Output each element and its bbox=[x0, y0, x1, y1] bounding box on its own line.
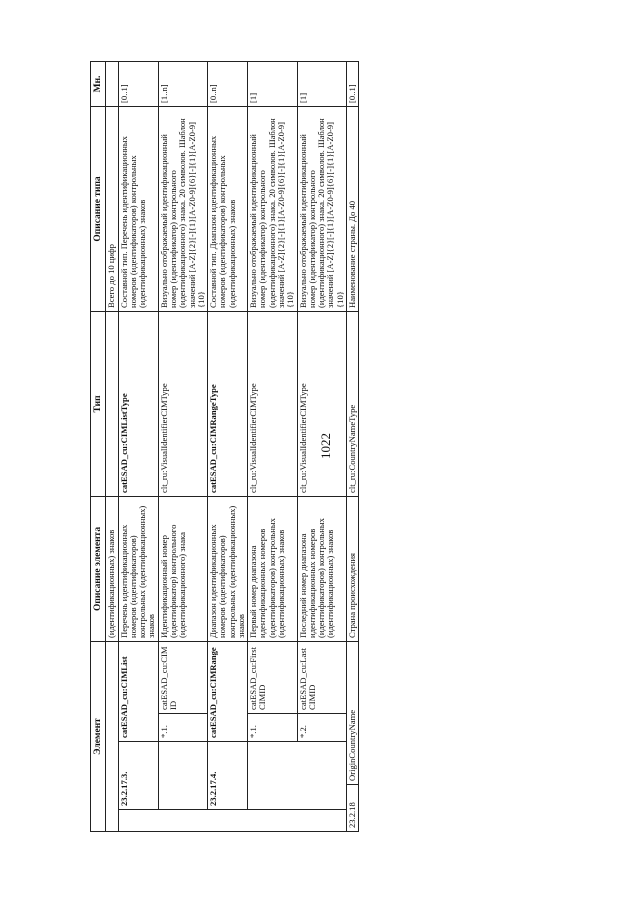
cell-element-description: Страна происхождения bbox=[347, 496, 359, 641]
table-row bbox=[158, 61, 207, 831]
cell-type-description: Всего до 10 цифр bbox=[106, 106, 118, 311]
cell-empty bbox=[158, 810, 207, 832]
cell-type: catESAD_cu:CIMListType bbox=[118, 311, 158, 496]
header-type-description: Описание типа bbox=[91, 106, 106, 311]
cell-type bbox=[106, 311, 118, 496]
cell-type-description: Наименование страны. До 40 bbox=[347, 106, 359, 311]
cell-type: clt_ru:VisualIdentifierCIMType bbox=[158, 311, 207, 496]
cell-empty bbox=[106, 810, 118, 832]
cell-number: *.1. bbox=[158, 714, 207, 742]
rotated-table-container bbox=[90, 62, 590, 832]
cell-multiplicity: [0..1] bbox=[118, 61, 158, 106]
cell-multiplicity: [0..1] bbox=[347, 61, 359, 106]
cell-element-description: Диапазон идентификационных номеров (идентификаторов) контрольных (идентификационных) знаков bbox=[208, 496, 248, 641]
cell-multiplicity: [1] bbox=[297, 61, 346, 106]
cell-number: 23.2.18 bbox=[347, 785, 359, 832]
cell-empty bbox=[208, 810, 248, 832]
cell-empty bbox=[248, 810, 297, 832]
cell-multiplicity: [0..n] bbox=[208, 61, 248, 106]
cell-empty bbox=[118, 810, 158, 832]
cell-element-name: catESAD_cu:CIMList bbox=[118, 641, 158, 741]
cell-number: *.2. bbox=[297, 714, 346, 742]
cell-element-description: Идентификационный номер (идентификатор) контрольного (идентификационного) знака bbox=[158, 496, 207, 641]
cell-number: 23.2.17.4. bbox=[208, 742, 248, 810]
table-row bbox=[347, 61, 359, 831]
cell-empty bbox=[297, 742, 346, 810]
cell-type-description: Визуально отображаемый идентификационный номер (идентификатор) контрольного (идентификационного) знака. 20 символов. Шаблон значений [A-Z]{2}[-]{1}[A-Z0-9]{6}[-]{1}[A-Z0-9]{10} bbox=[248, 106, 297, 311]
cell-element-description: (идентификационных) знаков bbox=[106, 496, 118, 641]
cell-type: catESAD_cu:CIMRangeType bbox=[208, 311, 248, 496]
header-element-description: Описание элемента bbox=[91, 496, 106, 641]
cell-type-description: Визуально отображаемый идентификационный номер (идентификатор) контрольного (идентификационного) знака. 20 символов. Шаблон значений [A-Z]{2}[-]{1}[A-Z0-9]{6}[-]{1}[A-Z0-9]{10} bbox=[297, 106, 346, 311]
cell-element-name: catESAD_cu:FirstCIMID bbox=[248, 641, 297, 713]
table-row bbox=[248, 61, 297, 831]
page-number: 1022 bbox=[318, 433, 333, 459]
cell-number: 23.2.17.3. bbox=[118, 742, 158, 810]
cell-type-description: Составной тип. Диапазон идентификационных номеров (идентификаторов) контрольных (идентификационных) знаков bbox=[208, 106, 248, 311]
cell-type: clt_ru:VisualIdentifierCIMType bbox=[248, 311, 297, 496]
header-type: Тип bbox=[91, 311, 106, 496]
cell-element-name: catESAD_cu:CIMRange bbox=[208, 641, 248, 741]
cell-type: clt_ru:VisualIdentifierCIMType bbox=[297, 311, 346, 496]
cell-type-description: Составной тип. Перечень идентификационных номеров (идентификаторов) контрольных (идентификационных) знаков bbox=[118, 106, 158, 311]
cell-multiplicity: [1] bbox=[248, 61, 297, 106]
table-row bbox=[118, 61, 158, 831]
cell-element-name: catESAD_cu:LastCIMID bbox=[297, 641, 346, 713]
cell-element-description: Последний номер диапазона идентификационных номеров (идентификаторов) контрольных (идентификационных) знаков bbox=[297, 496, 346, 641]
cell-element-name: OriginCountryName bbox=[347, 641, 359, 784]
cell-empty bbox=[106, 641, 118, 809]
cell-element-description: Первый номер диапазона идентификационных номеров (идентификаторов) контрольных (идентификационных) знаков bbox=[248, 496, 297, 641]
cell-multiplicity: [1..n] bbox=[158, 61, 207, 106]
cell-empty bbox=[297, 810, 346, 832]
cell-type: clt_ru:CountryNameType bbox=[347, 311, 359, 496]
header-multiplicity: Мн. bbox=[91, 61, 106, 106]
cell-element-name: catESAD_cu:CIMID bbox=[158, 641, 207, 713]
element-spec-table bbox=[90, 61, 359, 832]
cell-empty bbox=[248, 742, 297, 810]
header-element: Элемент bbox=[91, 641, 106, 831]
cell-type-description: Визуально отображаемый идентификационный номер (идентификатор) контрольного (идентификационного) знака. 20 символов. Шаблон значений [A-Z]{2}[-]{1}[A-Z0-9]{6}[-]{1}[A-Z0-9]{10} bbox=[158, 106, 207, 311]
table-row bbox=[208, 61, 248, 831]
cell-element-description: Перечень идентификационных номеров (идентификаторов) контрольных (идентификационных) знаков bbox=[118, 496, 158, 641]
cell-number: *.1. bbox=[248, 714, 297, 742]
table-header-row bbox=[91, 61, 106, 831]
cell-multiplicity bbox=[106, 61, 118, 106]
table-row-continuation bbox=[106, 61, 118, 831]
cell-empty bbox=[158, 742, 207, 810]
table-row bbox=[297, 61, 346, 831]
